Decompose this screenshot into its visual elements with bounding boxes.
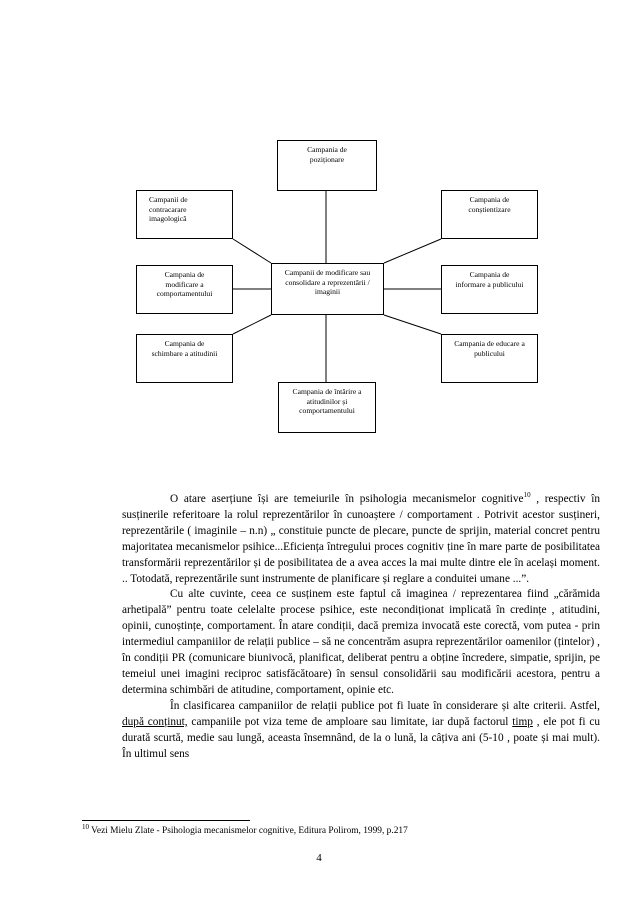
box-top-left xyxy=(136,190,233,239)
p3-text-a: În clasificarea campaniilor de relații publice pot fi luate în considerare și alte criterii. Astfel, xyxy=(170,699,600,712)
box-bottom-left xyxy=(136,334,233,383)
p3-text-b: campaniile pot viza teme de amploare sau limitate, iar după factorul xyxy=(187,715,513,728)
body-text xyxy=(122,492,600,762)
p1-text-b: , respectiv în susținerile referitoare la rolul reprezentărilor în cunoaștere / comportament . Potrivit acestor susțineri, reprezentările ( imaginile – n.n) „ constituie puncte de plecare, puncte de sprijin, material concret pentru majoritatea mecanismelor psihice...Eficiența întregului proces cognitiv ține în mare parte de posibilitatea transformării reprezentărilor și de posibilitatea de a avea acces la mai multe dintre ele în același moment. .. Totodată, reprezentările sunt instrumente de planificare și reglare a conduitei umane ...”. xyxy=(122,493,601,585)
paragraph-2: Cu alte cuvinte, ceea ce susținem este faptul că imaginea / reprezentarea fiind „cărămida arhetipală” pentru toate celelalte procese psihice, este necondiționat implicată în credințe , atitudini, opinii, cunoștințe, comportament. În atare condiții, dacă premiza invocată este corectă, vom putea - prin intermediul campaniilor de relații publice – să ne concentrăm asupra reprezentărilor oamenilor (țintelor) , în condiții PR (comunicare biunivocă, planificat, deliberat pentru a obține încredere, simpatie, sprijin, pe temeiul unei imagini reciproc satisfăcătoare) în sensul consolidării sau modificării acestora, pentru a determina schimbări de atitudine, comportament, opinie etc. xyxy=(122,588,600,696)
box-center-label: Campanii de modificare sau consolidare a reprezentării / imaginii xyxy=(284,268,371,297)
footnote xyxy=(82,822,602,837)
box-bottom-right-label: Campania de educare a publicului xyxy=(454,339,525,358)
box-bottom xyxy=(278,382,376,433)
footnote-ref: 10 xyxy=(523,491,531,500)
footnote-separator xyxy=(82,820,250,821)
paragraph-1 xyxy=(122,492,600,587)
page-number: 4 xyxy=(316,852,322,864)
box-top-label: Campania de poziționare xyxy=(307,145,347,164)
box-bottom-right xyxy=(441,334,538,383)
footnote-text: Vezi Mielu Zlate - Psihologia mecanismelor cognitive, Editura Polirom, 1999, p.217 xyxy=(89,826,408,836)
p3-underlined-content: după conținut, xyxy=(122,715,188,728)
box-center xyxy=(271,263,384,315)
paragraph-3 xyxy=(122,699,600,763)
box-top-left-label: Campanii de contracarare imagologică xyxy=(149,195,188,224)
box-bottom-label: Campania de întărire a atitudinilor și comportamentului xyxy=(292,387,362,416)
connector-top-right xyxy=(384,239,441,263)
p1-text-a: O atare aserțiune își are temeiurile în psihologia mecanismelor cognitive xyxy=(170,493,524,505)
box-mid-left xyxy=(136,265,233,314)
connector-bottom-right xyxy=(384,315,441,334)
box-top-right-label: Campania de conștientizare xyxy=(468,195,511,214)
campaign-diagram xyxy=(0,0,638,450)
connector-top-left xyxy=(233,239,271,263)
box-mid-right xyxy=(441,265,538,314)
box-mid-right-label: Campania de informare a publicului xyxy=(455,270,524,289)
box-top xyxy=(277,140,377,191)
box-top-right xyxy=(441,190,538,239)
footnote-number: 10 xyxy=(82,822,89,831)
connector-bottom-left xyxy=(233,315,271,334)
box-mid-left-label: Campania de modificare a comportamentului xyxy=(156,270,213,299)
box-bottom-left-label: Campania de schimbare a atitudinii xyxy=(151,339,218,358)
p3-underlined-time: timp xyxy=(512,715,533,728)
p3-text-c: , ele pot fi cu durată scurtă, medie sau lungă, aceasta însemnând, de la o lună, la câțiva ani (5-10 , poate și mai mult). În ultimul sens xyxy=(122,715,600,760)
